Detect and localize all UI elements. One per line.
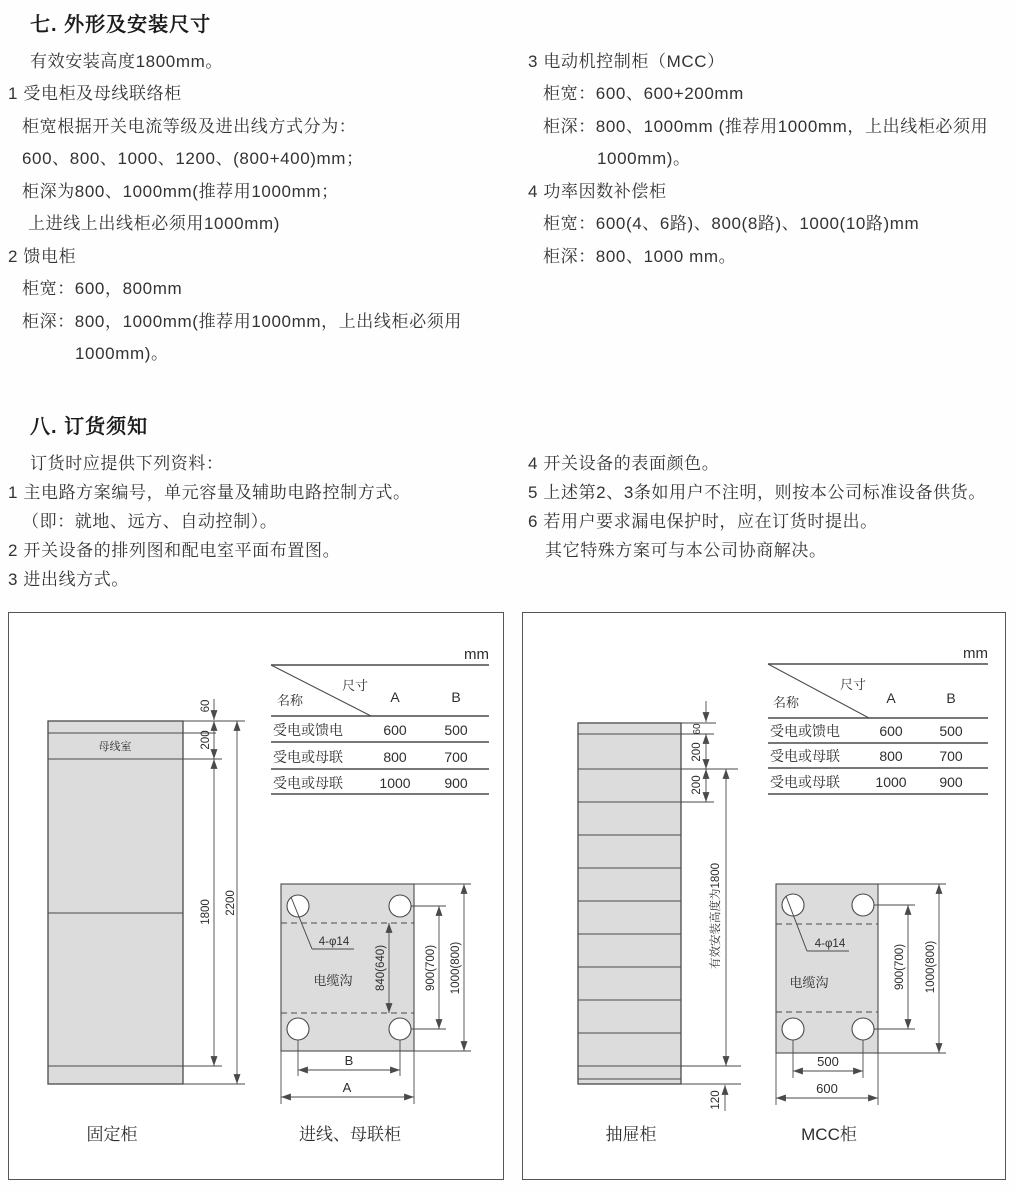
dim-effective-height-1800: 有效安装高度为1800 <box>710 862 722 970</box>
fixed-cabinet-front-view <box>48 721 183 1084</box>
fixed-cabinet-diagram <box>9 613 503 1176</box>
row-a: 800 <box>383 749 407 765</box>
row-a: 1000 <box>875 774 907 790</box>
cable-trench-label: 电缆沟 <box>789 975 829 990</box>
s7-right-line: 柜深：800、1000 mm。 <box>543 247 737 266</box>
row-b: 900 <box>939 774 963 790</box>
dim-1000-800: 1000(800) <box>450 941 462 995</box>
row-a: 600 <box>879 723 903 739</box>
s7-left-line: 柜深：800，1000mm(推荐用1000mm，上出线柜必须用 <box>22 312 462 331</box>
row-b: 900 <box>444 775 468 791</box>
fixed-cabinet-diagram-panel <box>8 612 504 1180</box>
dim-a: A <box>342 1080 352 1095</box>
s8-left-line: 2 开关设备的排列图和配电室平面布置图。 <box>8 541 341 560</box>
dim-2200: 2200 <box>225 890 237 916</box>
s7-left-line: 柜宽根据开关电流等级及进出线方式分为： <box>22 117 357 136</box>
holes-label: 4-φ14 <box>318 936 350 948</box>
table-corner-size: 尺寸 <box>341 678 369 693</box>
drawer-cabinet-caption: 抽屉柜 <box>605 1125 657 1144</box>
s8-left-line: 3 进出线方式。 <box>8 570 129 589</box>
table-rows <box>273 722 468 791</box>
s7-right-line: 1000mm)。 <box>597 149 691 168</box>
dim-500: 500 <box>817 1054 839 1069</box>
fixed-cabinet-caption: 固定柜 <box>86 1125 138 1144</box>
dim-1000-800: 1000(800) <box>925 940 937 994</box>
mcc-cabinet-diagram-panel <box>522 612 1006 1180</box>
s7-left-line: 2 馈电柜 <box>8 247 77 266</box>
s7-right-line: 柜宽：600、600+200mm <box>543 84 744 103</box>
s7-right-line: 柜深：800、1000mm (推荐用1000mm，上出线柜必须用 <box>543 117 989 136</box>
s7-left-line: 上进线上出线柜必须用1000mm) <box>28 214 281 233</box>
s7-left-line: 1000mm)。 <box>75 344 169 363</box>
table-corner-size: 尺寸 <box>839 677 867 692</box>
row-b: 500 <box>444 722 468 738</box>
col-a-header: A <box>390 689 400 705</box>
section-7-heading: 七. 外形及安装尺寸 <box>30 14 212 36</box>
s7-right-line: 3 电动机控制柜（MCC） <box>528 52 725 71</box>
row-b: 700 <box>444 749 468 765</box>
col-b-header: B <box>946 690 956 706</box>
s8-left-line: 1 主电路方案编号，单元容量及辅助电路控制方式。 <box>8 483 411 502</box>
row-b: 500 <box>939 723 963 739</box>
s7-left-line: 柜宽：600，800mm <box>22 279 183 298</box>
mcc-cabinet-diagram <box>523 613 1005 1176</box>
s7-left-line: 1 受电柜及母线联络柜 <box>8 84 182 103</box>
table-corner-name: 名称 <box>772 695 800 710</box>
s7-left-line: 有效安装高度1800mm。 <box>30 52 223 71</box>
s7-left-line: 600、800、1000、1200、(800+400)mm； <box>22 149 364 168</box>
dim-1800: 1800 <box>200 899 212 925</box>
table-corner-name: 名称 <box>276 693 304 708</box>
dim-900-700: 900(700) <box>425 944 437 992</box>
s7-left-line: 柜深为800、1000mm(推荐用1000mm； <box>22 182 339 201</box>
dim-120: 120 <box>710 1090 722 1110</box>
drawer-cabinet-front-view <box>578 723 681 1084</box>
dim-200-1: 200 <box>691 742 703 762</box>
row-name: 受电或母联 <box>273 775 343 791</box>
dim-900-700: 900(700) <box>894 943 906 991</box>
row-b: 700 <box>939 748 963 764</box>
unit-label: mm <box>963 645 988 662</box>
dim-b: B <box>344 1053 354 1068</box>
row-a: 600 <box>383 722 407 738</box>
dim-200-2: 200 <box>691 775 703 795</box>
col-b-header: B <box>451 689 461 705</box>
dim-840-640: 840(640) <box>375 944 387 992</box>
row-a: 800 <box>879 748 903 764</box>
s8-left-line: （即：就地、远方、自动控制）。 <box>22 512 278 531</box>
section-8-heading: 八. 订货须知 <box>30 416 149 438</box>
mcc-plan-view <box>776 884 878 1053</box>
s8-right-line: 其它特殊方案可与本公司协商解决。 <box>545 541 827 560</box>
cable-trench-label: 电缆沟 <box>313 973 353 988</box>
s8-right-line: 6 若用户要求漏电保护时，应在订货时提出。 <box>528 512 878 531</box>
dim-600: 600 <box>816 1081 838 1096</box>
row-name: 受电或母联 <box>770 748 840 764</box>
row-a: 1000 <box>379 775 411 791</box>
incoming-plan-caption: 进线、母联柜 <box>299 1125 401 1144</box>
dim-60: 60 <box>200 699 212 713</box>
col-a-header: A <box>886 690 896 706</box>
s7-right-line: 4 功率因数补偿柜 <box>528 182 667 201</box>
table-rows <box>770 723 963 790</box>
busbar-room-label: 母线室 <box>98 741 132 753</box>
dim-200: 200 <box>200 730 212 750</box>
holes-label: 4-φ14 <box>814 938 846 950</box>
s8-right-line: 5 上述第2、3条如用户不注明，则按本公司标准设备供货。 <box>528 483 986 502</box>
row-name: 受电或母联 <box>770 774 840 790</box>
s8-left-line: 订货时应提供下列资料： <box>30 454 224 473</box>
mcc-plan-caption: MCC柜 <box>801 1125 857 1144</box>
row-name: 受电或馈电 <box>770 723 840 739</box>
row-name: 受电或母联 <box>273 749 343 765</box>
row-name: 受电或馈电 <box>273 722 343 738</box>
dim-60: 60 <box>692 723 703 735</box>
s7-right-line: 柜宽：600(4、6路)、800(8路)、1000(10路)mm <box>543 214 920 233</box>
incoming-plan-view <box>281 884 414 1051</box>
unit-label: mm <box>464 646 489 663</box>
s8-right-line: 4 开关设备的表面颜色。 <box>528 454 720 473</box>
